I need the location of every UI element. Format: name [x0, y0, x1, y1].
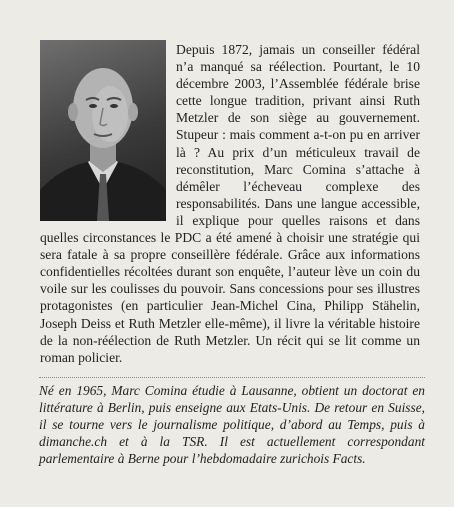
author-biography-text: Né en 1965, Marc Comina étudie à Lausanne, obtient un doctorat en littérature à Berlin, puis enseigne aux Etats-Unis. De retour en Suisse, il se tourne vers le journalisme politique, d’abord au Temps, puis à dimanche.ch et à la TSR. Il est actuellement correspondant parlementaire à Berne pour l’hebdomadaire zurichois Facts.	[39, 383, 425, 467]
photo-wrap-spacer	[40, 41, 176, 223]
book-summary-content: Depuis 1872, jamais un conseiller fédéral n’a manqué sa réélection. Pourtant, le 10 décembre 2003, l’Assemblée fédérale brise cette longue tradition, privant ainsi Ruth Metzler de son siège au gouvernement. Stupeur : mais comment a-t-on pu en arriver là ? Au prix d’un méticuleux travail de reconstitution, Marc Comina s’attache à démêler l’écheveau complexe des responsabilités. Dans une langue accessible, il explique pour quelles raisons et dans quelles circonstances le PDC a été amené à choisir une stratégie qui sera fatale à sa propre conseillère fédérale. Grâce aux informations confidentielles récoltées durant son enquête, l’auteur lève un coin du voile sur les coulisses du pouvoir. Sans concessions pour ses illustres protagonistes (en particulier Jean-Michel Cina, Philipp Stähelin, Joseph Deiss et Ruth Metzler elle-même), il livre la véritable histoire de la non-réélection de Ruth Metzler. Un récit qui se lit comme un roman policier.	[40, 42, 420, 365]
book-summary-text	[40, 41, 420, 366]
section-divider	[39, 377, 425, 378]
